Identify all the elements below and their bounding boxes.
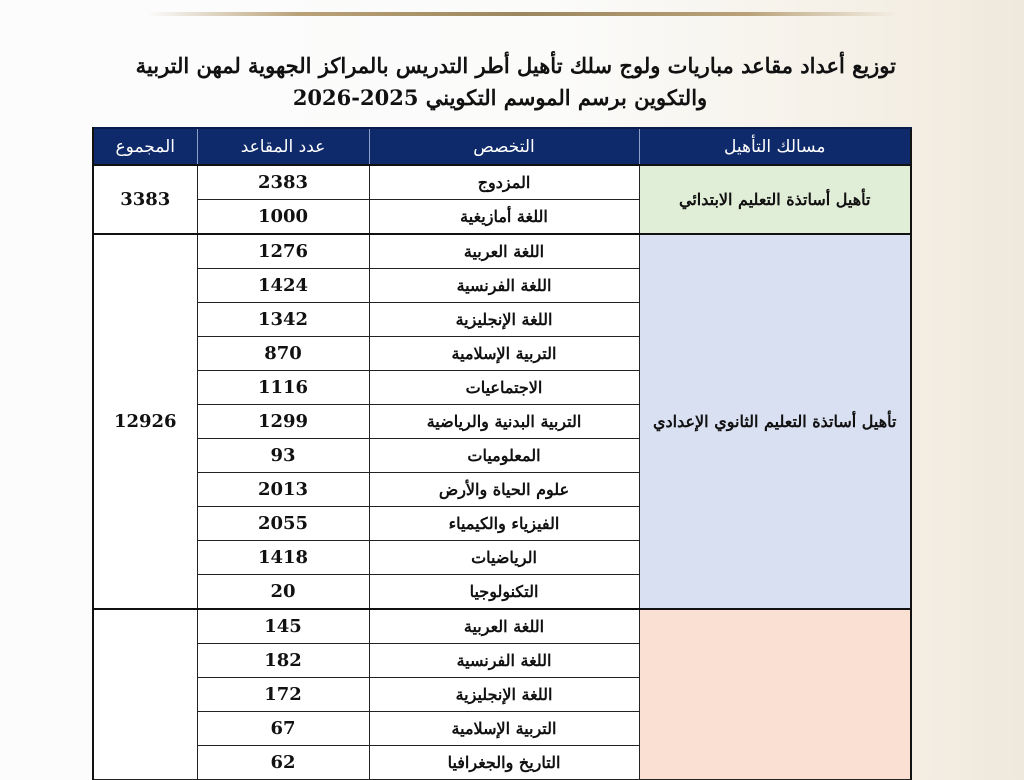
title-line-1: توزيع أعداد مقاعد مباريات ولوج سلك تأهيل أطر التدريس بالمراكز الجهوية لمهن التربية	[135, 53, 896, 78]
table-row	[93, 609, 911, 644]
specialty-cell: التربية الإسلامية	[369, 712, 639, 746]
track-cell	[639, 609, 911, 780]
specialty-cell: الرياضيات	[369, 541, 639, 575]
seats-cell: 172	[197, 678, 369, 712]
header-total: المجموع	[93, 128, 197, 165]
header-specialty: التخصص	[369, 128, 639, 165]
document-title	[90, 50, 910, 114]
seats-cell: 62	[197, 746, 369, 780]
seats-cell: 1342	[197, 303, 369, 337]
specialty-cell: الاجتماعيات	[369, 371, 639, 405]
seats-cell: 2055	[197, 507, 369, 541]
seats-cell: 1276	[197, 234, 369, 269]
specialty-cell: التربية الإسلامية	[369, 337, 639, 371]
specialty-cell: اللغة العربية	[369, 234, 639, 269]
header-track: مسالك التأهيل	[639, 128, 911, 165]
seats-cell: 1299	[197, 405, 369, 439]
seats-cell: 1116	[197, 371, 369, 405]
total-cell: 12926	[93, 234, 197, 609]
total-cell	[93, 609, 197, 780]
specialty-cell: اللغة الإنجليزية	[369, 303, 639, 337]
specialty-cell: التربية البدنية والرياضية	[369, 405, 639, 439]
seats-cell: 93	[197, 439, 369, 473]
seats-cell: 145	[197, 609, 369, 644]
specialty-cell: اللغة الإنجليزية	[369, 678, 639, 712]
seats-cell: 1424	[197, 269, 369, 303]
specialty-cell: اللغة الفرنسية	[369, 269, 639, 303]
specialty-cell: الفيزياء والكيمياء	[369, 507, 639, 541]
specialty-cell: المزدوج	[369, 165, 639, 200]
decorative-divider	[148, 12, 898, 16]
specialty-cell: التكنولوجيا	[369, 575, 639, 610]
track-cell: تأهيل أساتذة التعليم الابتدائي	[639, 165, 911, 234]
seats-cell: 870	[197, 337, 369, 371]
seats-cell: 182	[197, 644, 369, 678]
seats-cell: 67	[197, 712, 369, 746]
seats-cell: 2013	[197, 473, 369, 507]
total-cell: 3383	[93, 165, 197, 234]
specialty-cell: اللغة أمازيغية	[369, 200, 639, 235]
seats-cell: 1000	[197, 200, 369, 235]
specialty-cell: علوم الحياة والأرض	[369, 473, 639, 507]
track-cell: تأهيل أساتذة التعليم الثانوي الإعدادي	[639, 234, 911, 609]
specialty-cell: اللغة الفرنسية	[369, 644, 639, 678]
table-header-row	[93, 128, 911, 165]
table-row	[93, 234, 911, 269]
specialty-cell: التاريخ والجغرافيا	[369, 746, 639, 780]
seats-cell: 2383	[197, 165, 369, 200]
title-line-2: والتكوين برسم الموسم التكويني 2025-2026	[292, 85, 708, 110]
specialty-cell: المعلوميات	[369, 439, 639, 473]
seats-distribution-table	[92, 127, 912, 780]
header-seats: عدد المقاعد	[197, 128, 369, 165]
seats-cell: 1418	[197, 541, 369, 575]
table-row	[93, 165, 911, 200]
seats-cell: 20	[197, 575, 369, 610]
specialty-cell: اللغة العربية	[369, 609, 639, 644]
